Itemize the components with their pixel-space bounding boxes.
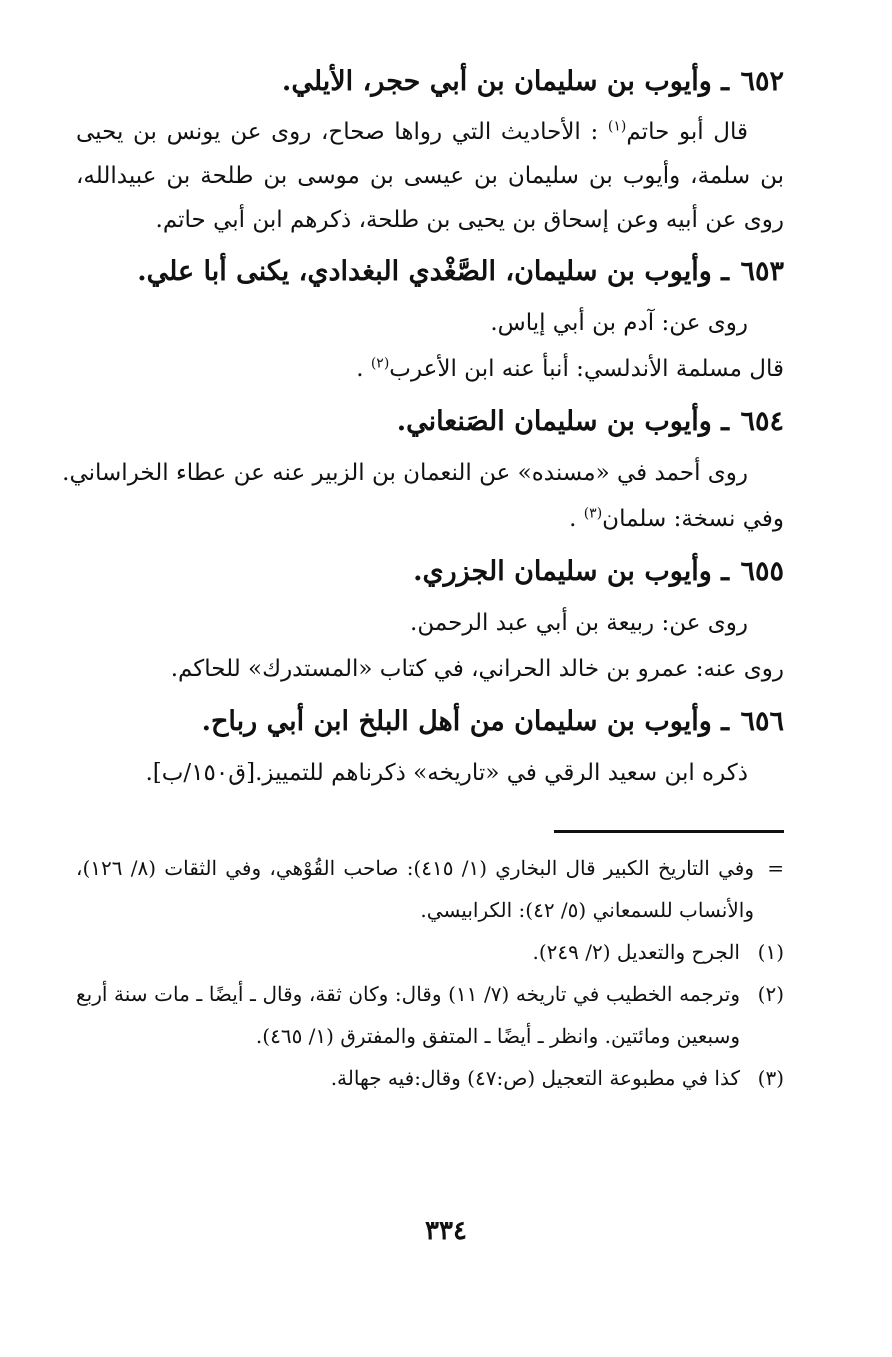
line-end: . [569,506,584,532]
entry-number: ٦٥٦ [740,706,784,737]
paragraph-text: قال أبو حاتم [626,119,748,145]
footnote-ref: (٢) [370,355,390,372]
entry-number: ٦٥٤ [740,406,784,437]
footnote-number: (١) [757,940,784,964]
entry-paragraph [76,110,784,242]
entry-number: ٦٥٥ [740,556,784,587]
entry-title: ـ وأيوب بن سليمان من أهل البلخ ابن أبي رباح. [201,706,730,737]
footnote-text: وترجمه الخطيب في تاريخه (٧/ ١١) وقال: وكان ثقة، وقال ـ أيضًا ـ مات سنة أربع وسبعين ومائتين. وانظر ـ أيضًا ـ المتفق والمفترق (١/ ٤٦٥). [76,982,741,1048]
entry-title: ـ وأيوب بن سليمان بن أبي حجر، الأيلي. [281,66,730,97]
entry-line: روى أحمد في «مسنده» عن النعمان بن الزبير عنه عن عطاء الخراساني. [62,460,748,486]
footnote-item [76,973,784,1057]
entry-line: روى عن: ربيعة بن أبي عبد الرحمن. [410,610,748,636]
entry-heading [76,62,784,102]
entry-line: ذكره ابن سعيد الرقي في «تاريخه» ذكرناهم للتمييز.[ق١٥٠/ب]. [145,760,748,786]
entry-title: ـ وأيوب بن سليمان الصَنعاني. [396,406,730,437]
footnote-text: كذا في مطبوعة التعجيل (ص:٤٧) وقال:فيه جهالة. [330,1066,740,1090]
entry-line: روى عن: آدم بن أبي إياس. [490,310,748,336]
entry-number: ٦٥٣ [740,256,784,287]
entry-line: روى عنه: عمرو بن خالد الحراني، في كتاب «المستدرك» للحاكم. [170,656,784,682]
footnote-ref: (٣) [583,505,603,522]
footnote-item [76,1057,784,1099]
entry-line [76,496,784,542]
footnote-number: (٢) [757,982,784,1006]
continuation-mark: = [767,856,784,880]
footnote-continuation [76,847,784,931]
entry-heading [76,402,784,442]
page-number: ٣٣٤ [425,1216,467,1246]
footnote-number: (٣) [757,1066,784,1090]
entry-heading [76,252,784,292]
footnote-item [76,931,784,973]
line-text: قال مسلمة الأندلسي: أنبأ عنه ابن الأعرب [389,356,784,382]
line-end: . [356,356,371,382]
footnote-text: وفي التاريخ الكبير قال البخاري (١/ ٤١٥): صاحب القُوْهي، وفي الثقات (٨/ ١٢٦)، والأنساب للسمعاني (٥/ ٤٢): الكرابيسي. [76,856,754,922]
entry-heading [76,552,784,592]
paragraph-text: : الأحاديث التي رواها صحاح، روى عن يونس بن يحيى بن سلمة، وأيوب بن سليمان بن عيسى بن موسى بن طلحة بن عبيدالله، روى عن أبيه وعن إسحاق بن يحيى بن طلحة، ذكرهم ابن أبي حاتم. [76,119,784,233]
line-text: وفي نسخة: سلمان [602,506,784,532]
footnote-ref: (١) [607,118,627,135]
footnote-text: الجرح والتعديل (٢/ ٢٤٩). [532,940,740,964]
entry-title: ـ وأيوب بن سليمان، الصَّغْدي البغدادي، يكنى أبا علي. [137,256,730,287]
footnote-separator [554,830,784,833]
entry-heading [76,702,784,742]
entry-number: ٦٥٢ [740,66,784,97]
entry-title: ـ وأيوب بن سليمان الجزري. [413,556,730,587]
entry-line [76,346,784,392]
